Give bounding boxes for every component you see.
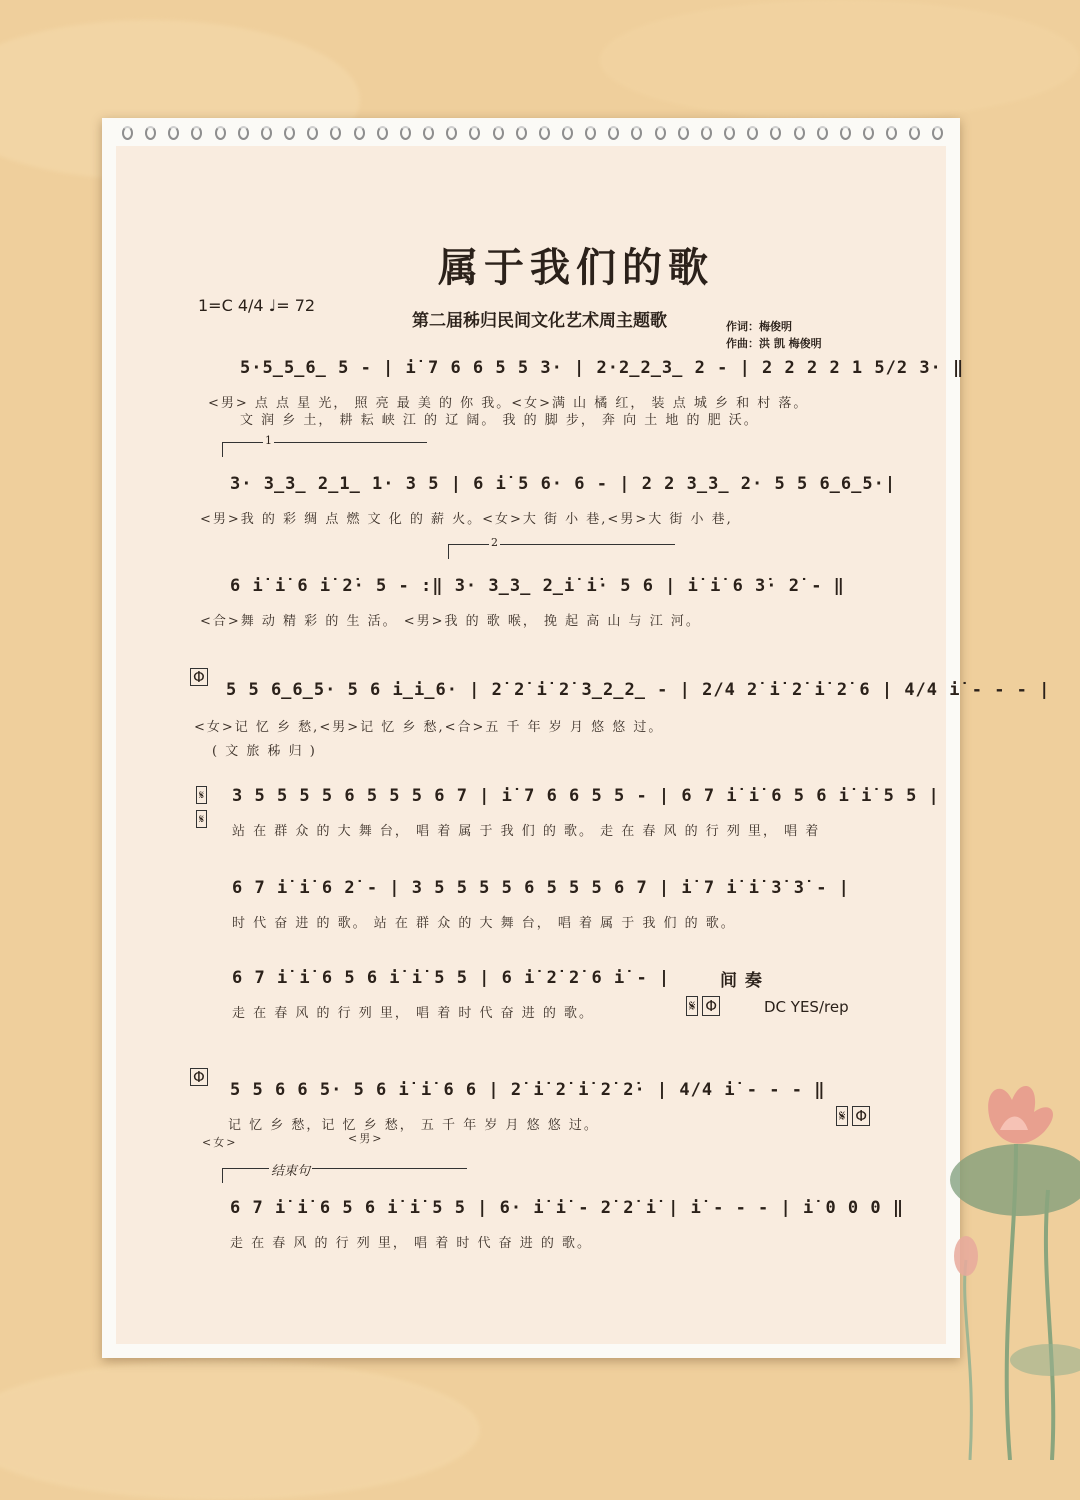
credits [726, 318, 822, 352]
background-texture [600, 0, 1080, 120]
score-sheet [116, 146, 1051, 1344]
binding-ring [701, 126, 712, 140]
binding-ring [469, 126, 480, 140]
song-subtitle: 第二届秭归民间文化艺术周主题歌 [412, 311, 667, 331]
lyrics-line: 记 忆 乡 愁，记 忆 乡 愁， 五 千 年 岁 月 悠 悠 过。 [228, 1118, 599, 1133]
segno-sign: 𝄋 [686, 996, 698, 1016]
lotus-leaf [1010, 1344, 1080, 1376]
notation-row: 6 7 i̇ i̇ 6 5 6 i̇ i̇ 5 5 | 6· i̇ i̇ - 2̇ 2̇ i̇ | i̇ - - - | i̇ 0 0 0 ‖ [230, 1198, 905, 1218]
binding-ring [655, 126, 666, 140]
lyrics-line: 文 润 乡 土， 耕 耘 峡 江 的 辽 阔。 我 的 脚 步， 奔 向 土 地 的 肥 沃。 [240, 413, 759, 428]
lyricist: 作词：梅俊明 [726, 320, 792, 333]
lyrics-line: ( 文 旅 秭 归 ) [212, 744, 317, 759]
lotus-flower [988, 1086, 1053, 1144]
lyrics-line: 时 代 奋 进 的 歌。 站 在 群 众 的 大 舞 台， 唱 着 属 于 我 们 的 歌。 [232, 916, 736, 931]
binding-ring [608, 126, 619, 140]
volta-bracket-1: 1 [222, 442, 427, 457]
binding-ring [145, 126, 156, 140]
lyrics-line: 站 在 群 众 的 大 舞 台， 唱 着 属 于 我 们 的 歌。 走 在 春 风 的 行 列 里， 唱 着 [232, 824, 821, 839]
binding-ring [284, 126, 295, 140]
binding-ring [817, 126, 828, 140]
notation-row: 6 7 i̇ i̇ 6 2̇ - | 3 5 5 5 5 6 5 5 5 6 7 | i̇ 7 i̇ i̇ 3̇ 3̇ - | [232, 878, 850, 898]
binding-ring [307, 126, 318, 140]
binding-ring [747, 126, 758, 140]
lyrics-line: <男> 点 点 星 光， 照 亮 最 美 的 你 我。<女>满 山 橘 红， 装 点 城 乡 和 村 落。 [208, 396, 809, 411]
binding-ring [863, 126, 874, 140]
binding-ring [377, 126, 388, 140]
composer: 作曲：洪 凯 梅俊明 [726, 337, 822, 350]
notebook-page [102, 118, 1051, 1358]
binding-ring [261, 126, 272, 140]
binding-ring [191, 126, 202, 140]
segno-coda-marks [836, 1108, 870, 1124]
coda-sign: Φ [190, 1068, 208, 1086]
binding-ring [423, 126, 434, 140]
binding-ring [909, 126, 920, 140]
singer-tag-female: <女> [202, 1136, 238, 1149]
dc-instruction: DC YES/rep [764, 998, 849, 1016]
binding-ring [585, 126, 596, 140]
binding-ring [446, 126, 457, 140]
lotus-bud [954, 1236, 978, 1276]
notation-row: 3 5 5 5 5 6 5 5 5 6 7 | i̇ 7 6 6 5 5 - | 6 7 i̇ i̇ 6 5 6 i̇ i̇ 5 5 | [232, 786, 940, 806]
binding-ring [354, 126, 365, 140]
binding-ring [122, 126, 133, 140]
lyrics-line: <男>我 的 彩 绸 点 燃 文 化 的 薪 火。<女>大 街 小 巷,<男>大 街 小 巷, [200, 512, 733, 527]
binding-ring [215, 126, 226, 140]
lyrics-line: <女>记 忆 乡 愁,<男>记 忆 乡 愁,<合>五 千 年 岁 月 悠 悠 过。 [194, 720, 664, 735]
coda-sign: Φ [190, 668, 208, 686]
notation-row: 6 i̇ i̇ 6 i̇ 2̇· 5 - :‖ 3· 3̲3̲ 2̲i̇ i̇· 5 6 | i̇ i̇ 6 3̇· 2̇ - ‖ [230, 576, 845, 596]
binding-ring [238, 126, 249, 140]
binding-ring [493, 126, 504, 140]
notation-row: 5 5 6̲6̲5· 5 6 i̲i̲6· | 2̇ 2̇ i̇ 2̇ 3̲2̲2̲ - | 2/4 2̇ i̇ 2̇ i̇ 2̇ 6 | 4/4 i̇ - - - | [226, 680, 1051, 700]
lyrics-line: 走 在 春 风 的 行 列 里， 唱 着 时 代 奋 进 的 歌。 [230, 1236, 592, 1251]
lotus-stem [1046, 1190, 1053, 1460]
spiral-binding [122, 126, 944, 146]
ending-label: 结束句 [269, 1160, 312, 1179]
binding-ring [631, 126, 642, 140]
notation-row: 6 7 i̇ i̇ 6 5 6 i̇ i̇ 5 5 | 6 i̇ 2̇ 2̇ 6 i̇ - | [232, 968, 671, 988]
binding-ring [330, 126, 341, 140]
song-title: 属于我们的歌 [438, 244, 714, 291]
binding-ring [678, 126, 689, 140]
volta-bracket-2: 2 [448, 544, 675, 559]
background-texture [0, 1360, 480, 1500]
coda-sign: Φ [702, 996, 720, 1016]
segno-sign: 𝄋 [836, 1106, 848, 1126]
ending-bracket [222, 1164, 467, 1183]
singer-tag-male: <男> [348, 1132, 384, 1145]
binding-ring [168, 126, 179, 140]
notation-row: 3· 3̲3̲ 2̲1̲ 1· 3 5 | 6 i̇ 5 6· 6 - | 2 2 3̲3̲ 2· 5 5 6̲6̲5·| [230, 474, 897, 494]
segno-sign: 𝄋 [196, 786, 207, 804]
binding-ring [840, 126, 851, 140]
binding-ring [932, 126, 943, 140]
coda-sign: Φ [852, 1106, 870, 1126]
lyrics-line: 走 在 春 风 的 行 列 里， 唱 着 时 代 奋 进 的 歌。 [232, 1006, 594, 1021]
segno-coda-marks [686, 998, 720, 1014]
notation-row: 5·5̲5̲6̲ 5 - | i̇ 7 6 6 5 5 3· | 2·2̲2̲3̲ 2 - | 2 2 2 2 1 5/2 3· ‖ [240, 358, 965, 378]
interlude-label: 间 奏 [720, 971, 763, 991]
notation-row: 5 5 6 6 5· 5 6 i̇ i̇ 6 6 | 2̇ i̇ 2̇ i̇ 2̇ 2̇· | 4/4 i̇ - - - ‖ [230, 1080, 826, 1100]
binding-ring [516, 126, 527, 140]
lotus-stem [965, 1260, 972, 1460]
key-signature: 1=C 4/4 ♩= 72 [198, 296, 316, 315]
lotus-illustration [930, 1060, 1080, 1460]
binding-ring [562, 126, 573, 140]
binding-ring [539, 126, 550, 140]
binding-ring [400, 126, 411, 140]
lyrics-line: <合>舞 动 精 彩 的 生 活。 <男>我 的 歌 喉， 挽 起 高 山 与 江 河。 [200, 614, 701, 629]
binding-ring [794, 126, 805, 140]
binding-ring [886, 126, 897, 140]
binding-ring [770, 126, 781, 140]
segno-sign: 𝄋 [196, 810, 207, 828]
binding-ring [724, 126, 735, 140]
